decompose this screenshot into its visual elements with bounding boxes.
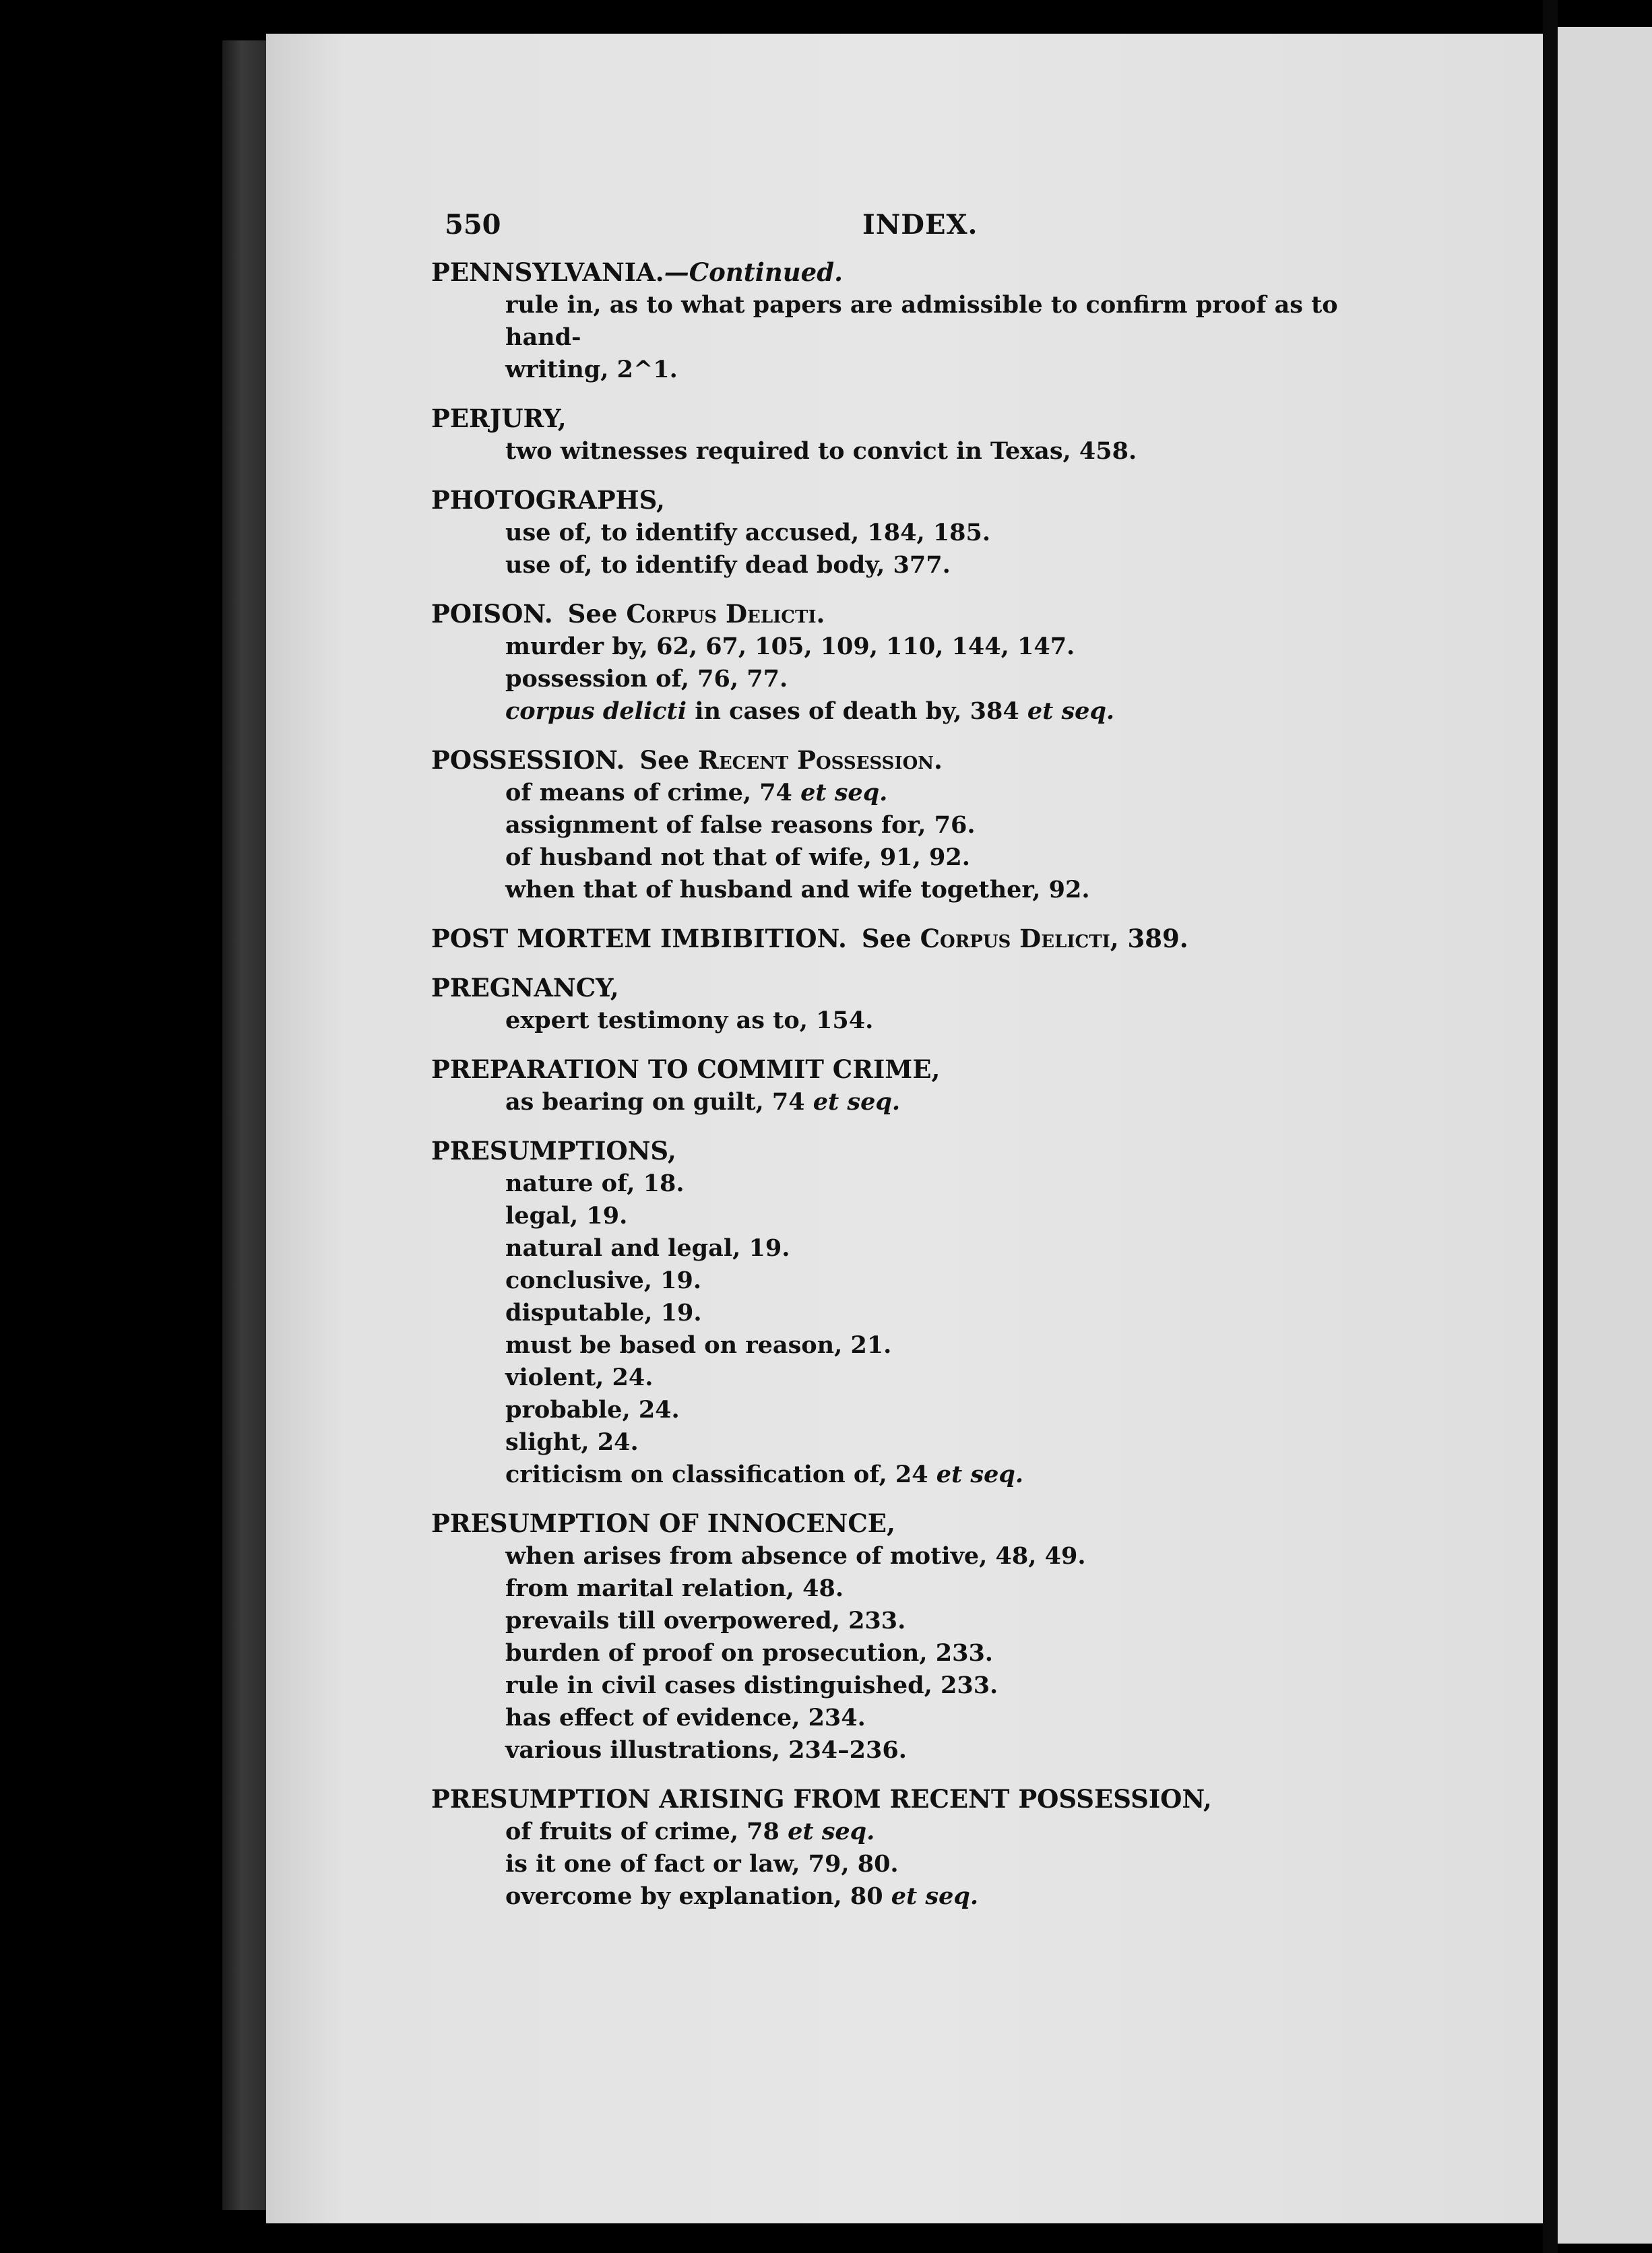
entry-subitem: of means of crime, 74 et seq. — [505, 779, 888, 806]
index-text — [431, 209, 1401, 1929]
entry-subitem: corpus delicti in cases of death by, 384 et seq. — [505, 697, 1115, 725]
entry-subitem: is it one of fact or law, 79, 80. — [505, 1850, 899, 1878]
cross-reference: Corpus Delicti — [920, 924, 1110, 953]
page-number: 550 — [445, 209, 501, 241]
entry-subitem: has effect of evidence, 234. — [505, 1704, 866, 1732]
entry-subitem: two witnesses required to convict in Texas, 458. — [505, 437, 1137, 465]
entry-subitem: use of, to identify dead body, 377. — [505, 551, 951, 579]
index-entry-perjury — [431, 402, 1401, 468]
entry-subitem: murder by, 62, 67, 105, 109, 110, 144, 147. — [505, 633, 1075, 660]
entry-subitem: writing, 2^1. — [505, 356, 678, 383]
entry-heading: PREGNANCY, — [431, 973, 619, 1003]
running-head — [431, 209, 1401, 256]
entry-subitem: prevails till overpowered, 233. — [505, 1607, 906, 1635]
index-entry-preparation-to-commit-crime — [431, 1053, 1401, 1118]
entry-subitem: legal, 19. — [505, 1202, 628, 1230]
entry-subitem: overcome by explanation, 80 et seq. — [505, 1882, 979, 1910]
entry-subitem: conclusive, 19. — [505, 1267, 702, 1294]
entry-subitem: when arises from absence of motive, 48, 49. — [505, 1542, 1086, 1570]
entry-subitem: violent, 24. — [505, 1364, 654, 1391]
entry-subitem: as bearing on guilt, 74 et seq. — [505, 1088, 901, 1116]
entry-heading: PRESUMPTION OF INNOCENCE, — [431, 1509, 895, 1538]
entry-subitem: rule in, as to what papers are admissible to confirm proof as to hand- — [505, 291, 1338, 351]
entry-subitem: criticism on classification of, 24 et seq. — [505, 1461, 1024, 1488]
book-gutter — [1543, 0, 1558, 2253]
entry-subitem: natural and legal, 19. — [505, 1234, 790, 1262]
entry-subitem: use of, to identify accused, 184, 185. — [505, 519, 991, 546]
entry-heading: POSSESSION. See Recent Possession. — [431, 745, 943, 775]
entry-subitem: rule in civil cases distinguished, 233. — [505, 1672, 998, 1699]
entry-subitem: of husband not that of wife, 91, 92. — [505, 844, 970, 871]
entry-heading: POST MORTEM IMBIBITION. See Corpus Delicti, 389. — [431, 924, 1188, 953]
entry-heading: PREPARATION TO COMMIT CRIME, — [431, 1054, 941, 1084]
entry-heading: POISON. See Corpus Delicti. — [431, 599, 825, 629]
index-entry-poison — [431, 598, 1401, 728]
entry-subitem: expert testimony as to, 154. — [505, 1007, 874, 1034]
entry-subitem: from marital relation, 48. — [505, 1575, 844, 1602]
adjacent-page-edge — [1558, 27, 1652, 2244]
index-entry-presumption-recent-possession — [431, 1783, 1401, 1913]
entry-subitem: nature of, 18. — [505, 1170, 685, 1197]
entry-subitem: slight, 24. — [505, 1428, 639, 1456]
entry-subitem: burden of proof on prosecution, 233. — [505, 1639, 993, 1667]
entry-subitem: assignment of false reasons for, 76. — [505, 811, 976, 839]
index-entry-photographs — [431, 484, 1401, 581]
entry-subitem: of fruits of crime, 78 et seq. — [505, 1818, 875, 1845]
entry-subitem: possession of, 76, 77. — [505, 665, 788, 693]
cross-reference: Recent Possession. — [698, 745, 943, 775]
entry-heading: PHOTOGRAPHS, — [431, 485, 665, 515]
page-title: INDEX. — [862, 209, 978, 241]
entry-heading: PENNSYLVANIA.—Continued. — [431, 257, 843, 287]
entry-subitem: must be based on reason, 21. — [505, 1331, 892, 1359]
index-entry-presumption-of-innocence — [431, 1507, 1401, 1767]
index-entry-possession — [431, 744, 1401, 906]
entry-heading: PRESUMPTION ARISING FROM RECENT POSSESSION, — [431, 1784, 1212, 1814]
entry-heading: PRESUMPTIONS, — [431, 1136, 676, 1166]
index-entry-post-mortem-imbibition — [431, 922, 1401, 955]
index-entry-presumptions — [431, 1135, 1401, 1491]
entry-heading: PERJURY, — [431, 404, 567, 433]
entry-subitem: disputable, 19. — [505, 1299, 702, 1327]
index-entry-pennsylvania — [431, 256, 1401, 386]
index-entry-pregnancy — [431, 972, 1401, 1037]
entry-subitem: when that of husband and wife together, 92. — [505, 876, 1090, 903]
entry-subitem: various illustrations, 234–236. — [505, 1736, 907, 1764]
entry-subitem: probable, 24. — [505, 1396, 680, 1424]
cross-reference: Corpus Delicti. — [626, 599, 825, 629]
page-edge — [222, 40, 269, 2210]
